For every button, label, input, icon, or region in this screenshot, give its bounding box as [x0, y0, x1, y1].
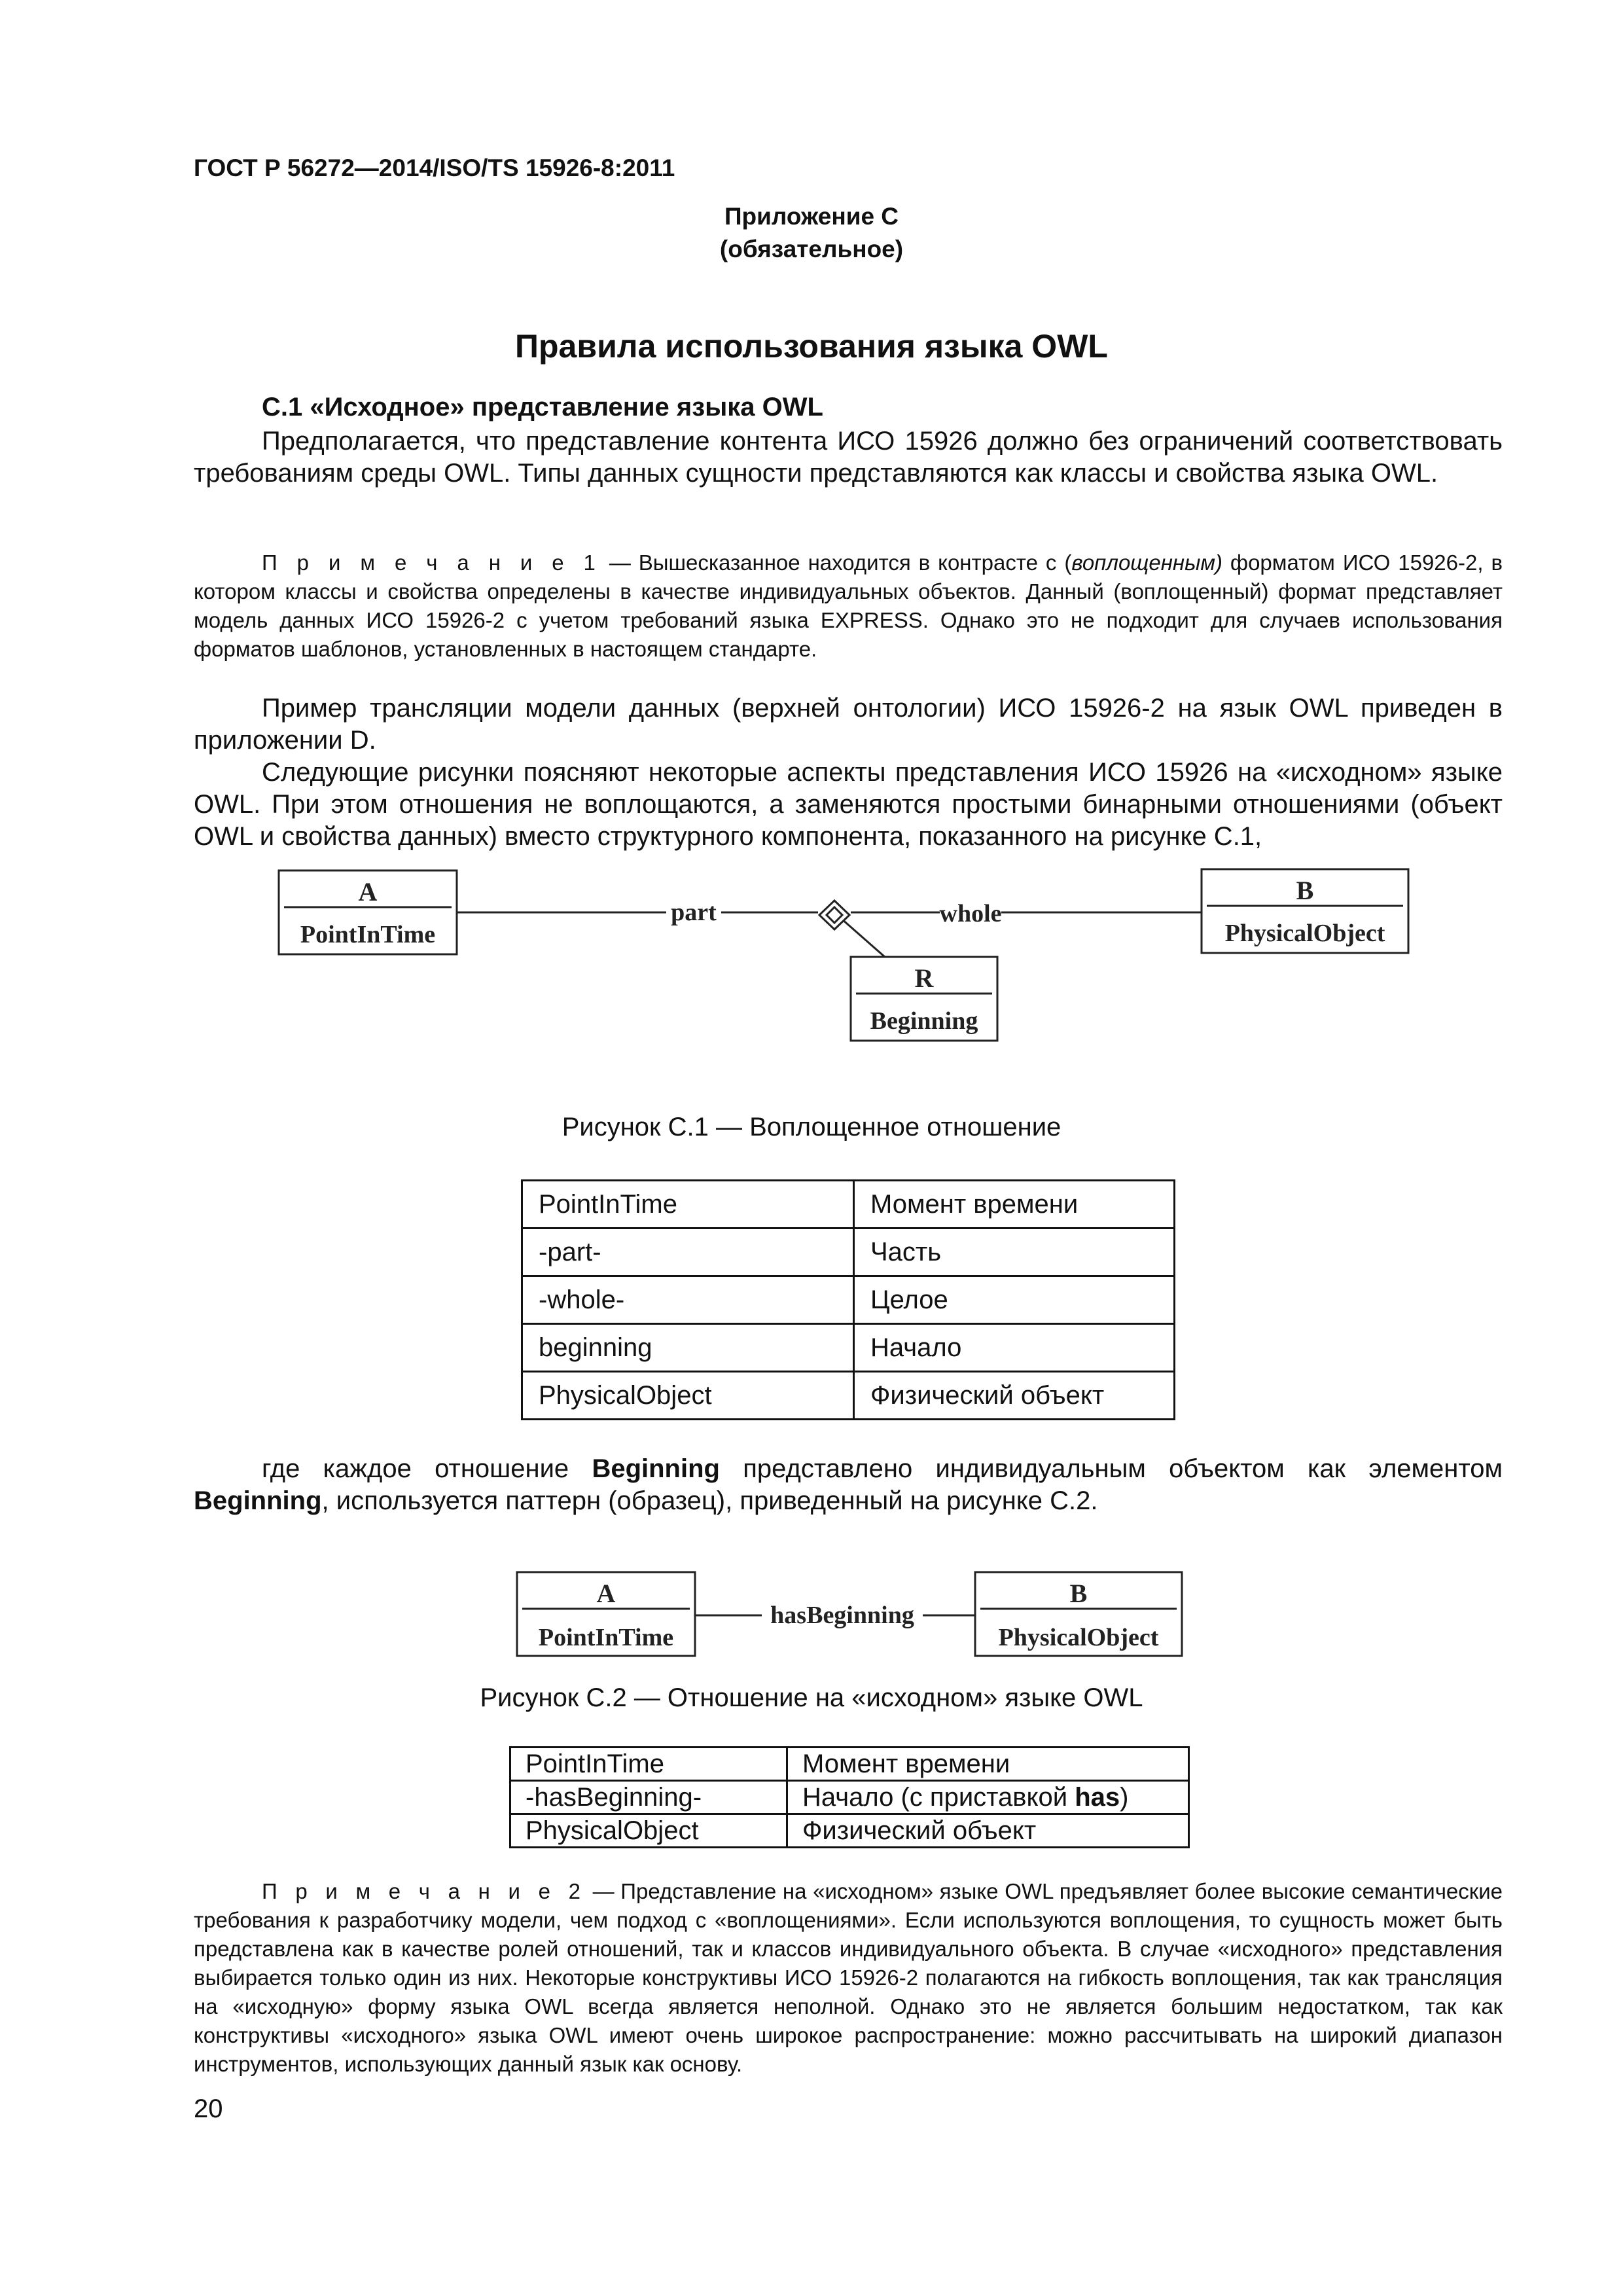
figure-2-box-a-name: PointInTime: [538, 1624, 674, 1651]
note-2-label: П р и м е ч а н и е 2: [262, 1879, 586, 1903]
note-1-text-b: форматом ИСО 15926-2, в котором классы и свойства определены в качестве индивидуальных объектов. Данный (воплощенный) формат представляет модель данных ИСО 15926-2 с учетом требований языка EXPRESS. Однако это не подходит для случаев использования форматов шаблонов, установленных в настоящем стандарте.: [194, 550, 1503, 661]
table-cell: Момент времени: [787, 1748, 1189, 1781]
paragraph-4-bold-a: Beginning: [592, 1454, 720, 1483]
table-cell: PointInTime: [522, 1181, 854, 1229]
table-cell: Момент времени: [854, 1181, 1175, 1229]
note-1-text-a: — Вышесказанное находится в контрасте с (: [601, 550, 1072, 575]
table-cell: -hasBeginning-: [510, 1781, 787, 1814]
paragraph-4-text-a: где каждое отношение: [262, 1454, 592, 1483]
table-row: [510, 1781, 1189, 1814]
appendix-status: (обязательное): [719, 236, 904, 262]
paragraph-3: Следующие рисунки поясняют некоторые аспекты представления ИСО 15926 на «исходном» языке OWL. При этом отношения не воплощаются, а заменяются простыми бинарными отношениями (объект OWL и свойства данных) вместо структурного компонента, показанного на рисунке С.1,: [194, 758, 1503, 851]
page-title: Правила использования языка OWL: [515, 328, 1108, 365]
table-row: [510, 1748, 1189, 1781]
note-2-text: — Представление на «исходном» языке OWL предъявляет более высокие семантические требования к разработчику модели, чем подход с «воплощениями». Если используются воплощения, то сущность может быть представлена как в качестве ролей отношений, так и классов индивидуального объекта. В случае «исходного» представления выбирается только один из них. Некоторые конструктивы ИСО 15926-2 полагаются на гибкость воплощения, так как трансляция на «исходную» форму языка OWL всегда является неполной. Однако это не является большим недостатком, так как конструктивы «исходного» языка OWL имеют очень широкое распространение: можно рассчитывать на широкий диапазон инструментов, использующих данный язык как основу.: [194, 1879, 1503, 2076]
note-2: [194, 1877, 1503, 2079]
figure-1-box-b-name: PhysicalObject: [1224, 920, 1385, 947]
paragraph-4-text-e: , используется паттерн (образец), приведенный на рисунке С.2.: [321, 1486, 1098, 1515]
figure-1-box-a-letter: A: [358, 877, 378, 906]
table-cell-text: Начало (с приставкой: [802, 1783, 1075, 1812]
document-id: ГОСТ Р 56272—2014/ISO/TS 15926-8:2011: [194, 154, 675, 181]
table-cell: PointInTime: [510, 1748, 787, 1781]
paragraph-4: [194, 1453, 1503, 1517]
paragraph-4-bold-b: Beginning: [194, 1486, 322, 1515]
note-1-text-em: воплощенным): [1071, 550, 1222, 575]
figure-1-label-whole: whole: [939, 900, 1002, 927]
appendix-label: Приложение С: [724, 203, 899, 230]
table-cell: PhysicalObject: [510, 1814, 787, 1848]
table-cell: [787, 1781, 1189, 1814]
table-cell: Физический объект: [854, 1372, 1175, 1420]
figure-2-caption: Рисунок С.2 — Отношение на «исходном» языке OWL: [480, 1683, 1143, 1712]
figure-1-box-b-letter: B: [1296, 876, 1314, 905]
table-cell: Целое: [854, 1276, 1175, 1324]
paragraph-4-text-c: представлено индивидуальным объектом как элементом: [719, 1454, 1503, 1483]
figure-2-label-rel: hasBeginning: [770, 1602, 914, 1629]
table-row: [522, 1229, 1175, 1276]
table-1: [521, 1179, 1175, 1420]
figure-1-caption: Рисунок С.1 — Воплощенное отношение: [562, 1113, 1061, 1141]
figure-2-diagram: [0, 1558, 1623, 1669]
table-row: [522, 1181, 1175, 1229]
paragraph-2: Пример трансляции модели данных (верхней онтологии) ИСО 15926-2 на язык OWL приведен в приложении D.: [194, 694, 1503, 755]
table-cell: PhysicalObject: [522, 1372, 854, 1420]
figure-1-box-r-name: Beginning: [870, 1007, 978, 1035]
paragraph-1: Предполагается, что представление контента ИСО 15926 должно без ограничений соответствовать требованиям среды OWL. Типы данных сущности представляются как классы и свойства языка OWL.: [194, 427, 1503, 488]
figure-1-label-part: part: [671, 899, 717, 926]
table-row: [522, 1372, 1175, 1420]
note-1-label: П р и м е ч а н и е 1: [262, 550, 601, 575]
table-cell: Часть: [854, 1229, 1175, 1276]
table-cell: Физический объект: [787, 1814, 1189, 1848]
note-1: [194, 548, 1503, 664]
table-cell: -whole-: [522, 1276, 854, 1324]
table-cell: -part-: [522, 1229, 854, 1276]
figure-2-box-a-letter: A: [596, 1579, 616, 1608]
table-cell: Начало: [854, 1324, 1175, 1372]
figure-1-diagram: [0, 851, 1623, 1073]
page-number: 20: [194, 2094, 223, 2123]
table-row: [522, 1324, 1175, 1372]
table-2: [509, 1746, 1190, 1848]
figure-1-box-r-letter: R: [914, 963, 934, 993]
table-cell-bold: has: [1075, 1783, 1120, 1812]
table-row: [510, 1814, 1189, 1848]
figure-2-box-b-name: PhysicalObject: [998, 1624, 1159, 1651]
table-row: [522, 1276, 1175, 1324]
figure-2-box-b-letter: B: [1069, 1579, 1088, 1608]
section-heading: С.1 «Исходное» представление языка OWL: [262, 393, 823, 422]
table-cell: beginning: [522, 1324, 854, 1372]
figure-1-box-a-name: PointInTime: [300, 921, 436, 948]
table-cell-text: ): [1120, 1783, 1129, 1812]
